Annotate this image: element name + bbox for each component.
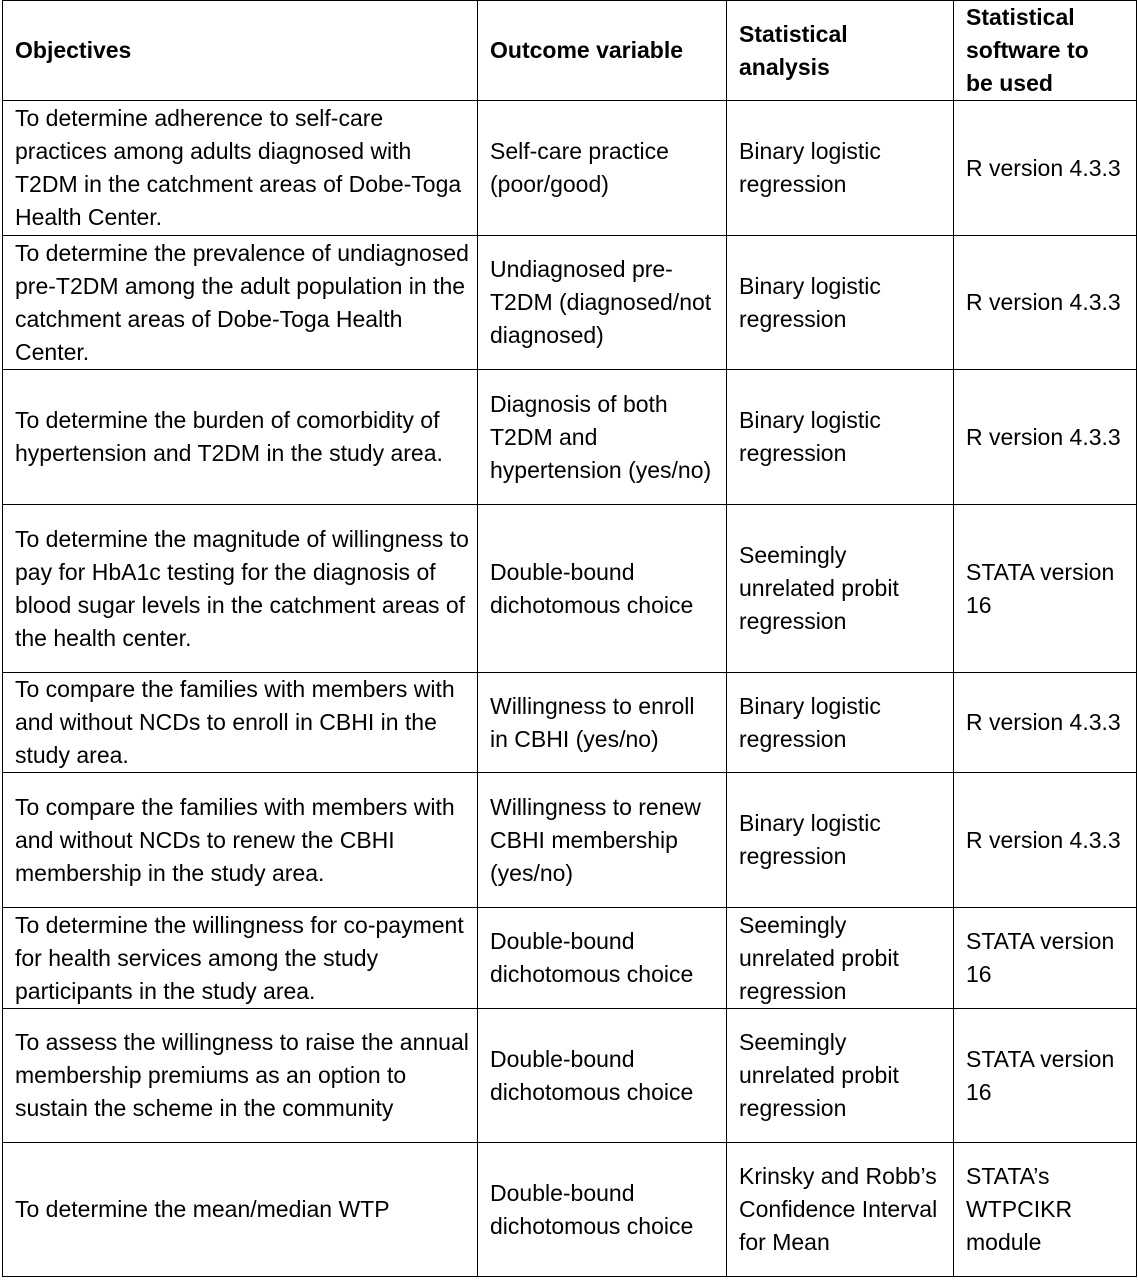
outcome-cell: Double-bound dichotomous choice <box>478 1143 727 1277</box>
header-outcome-variable: Outcome variable <box>478 1 727 101</box>
table-header-row <box>3 1 1137 101</box>
analysis-cell: Binary logistic regression <box>727 673 954 773</box>
objective-cell: To determine the burden of comorbidity of hypertension and T2DM in the study area. <box>3 370 478 505</box>
software-cell: R version 4.3.3 <box>954 673 1137 773</box>
header-objectives: Objectives <box>3 1 478 101</box>
outcome-cell: Self-care practice (poor/good) <box>478 101 727 236</box>
software-cell: STATA’s WTPCIKR module <box>954 1143 1137 1277</box>
software-cell: R version 4.3.3 <box>954 236 1137 370</box>
objective-cell: To compare the families with members with and without NCDs to enroll in CBHI in the study area. <box>3 673 478 773</box>
outcome-cell: Double-bound dichotomous choice <box>478 908 727 1009</box>
outcome-cell: Double-bound dichotomous choice <box>478 1009 727 1143</box>
software-cell: R version 4.3.3 <box>954 370 1137 505</box>
outcome-cell: Willingness to enroll in CBHI (yes/no) <box>478 673 727 773</box>
analysis-cell: Seemingly unrelated probit regression <box>727 1009 954 1143</box>
outcome-cell: Diagnosis of both T2DM and hypertension (yes/no) <box>478 370 727 505</box>
table-row <box>3 773 1137 908</box>
analysis-cell: Krinsky and Robb’s Confidence Interval for Mean <box>727 1143 954 1277</box>
analysis-cell: Binary logistic regression <box>727 370 954 505</box>
table-row <box>3 673 1137 773</box>
software-cell: R version 4.3.3 <box>954 101 1137 236</box>
analysis-cell: Binary logistic regression <box>727 773 954 908</box>
outcome-cell: Undiagnosed pre-T2DM (diagnosed/not diagnosed) <box>478 236 727 370</box>
software-cell: STATA version 16 <box>954 505 1137 673</box>
table-row <box>3 236 1137 370</box>
table-row <box>3 370 1137 505</box>
table-row <box>3 101 1137 236</box>
analysis-cell: Binary logistic regression <box>727 236 954 370</box>
header-statistical-analysis: Statistical analysis <box>727 1 954 101</box>
software-cell: R version 4.3.3 <box>954 773 1137 908</box>
objective-cell: To determine the mean/median WTP <box>3 1143 478 1277</box>
objective-cell: To determine the prevalence of undiagnosed pre-T2DM among the adult population in the catchment areas of Dobe-Toga Health Center. <box>3 236 478 370</box>
analysis-cell: Seemingly unrelated probit regression <box>727 908 954 1009</box>
header-statistical-software: Statistical software to be used <box>954 1 1137 101</box>
table-row <box>3 908 1137 1009</box>
objective-cell: To determine adherence to self-care practices among adults diagnosed with T2DM in the catchment areas of Dobe-Toga Health Center. <box>3 101 478 236</box>
software-cell: STATA version 16 <box>954 908 1137 1009</box>
analysis-cell: Binary logistic regression <box>727 101 954 236</box>
table-row <box>3 1143 1137 1277</box>
outcome-cell: Willingness to renew CBHI membership (yes/no) <box>478 773 727 908</box>
outcome-cell: Double-bound dichotomous choice <box>478 505 727 673</box>
objectives-table <box>2 0 1137 1277</box>
table-row <box>3 1009 1137 1143</box>
software-cell: STATA version 16 <box>954 1009 1137 1143</box>
objective-cell: To determine the willingness for co-payment for health services among the study participants in the study area. <box>3 908 478 1009</box>
table-row <box>3 505 1137 673</box>
analysis-cell: Seemingly unrelated probit regression <box>727 505 954 673</box>
objective-cell: To determine the magnitude of willingness to pay for HbA1c testing for the diagnosis of blood sugar levels in the catchment areas of the health center. <box>3 505 478 673</box>
objective-cell: To assess the willingness to raise the annual membership premiums as an option to sustain the scheme in the community <box>3 1009 478 1143</box>
objective-cell: To compare the families with members with and without NCDs to renew the CBHI membership in the study area. <box>3 773 478 908</box>
